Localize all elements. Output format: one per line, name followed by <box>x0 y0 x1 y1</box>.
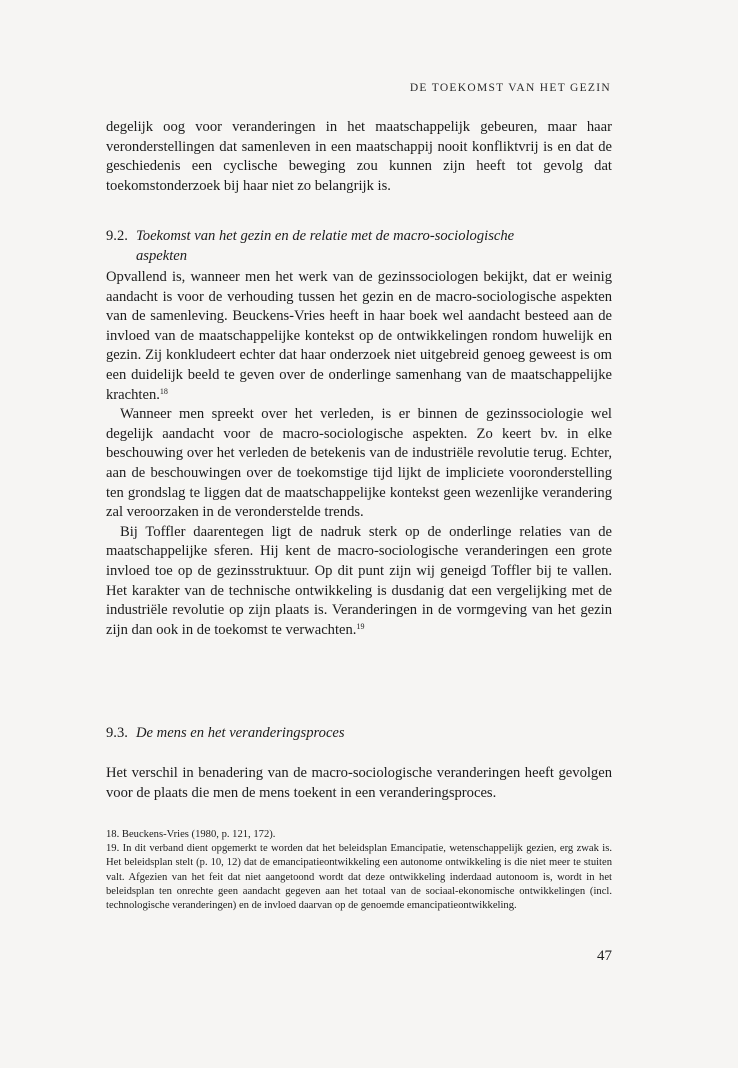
paragraph: Het verschil in benadering van de macro-sociologische veranderingen heeft gevolgen voor de plaats die men de mens toekent in een veranderingsproces. <box>106 765 612 801</box>
section-title-continued: aspekten <box>136 247 188 264</box>
section-number: 9.3. <box>106 725 128 741</box>
section-title: De mens en het veranderingsproces <box>136 725 345 741</box>
footnote-ref: 18 <box>159 386 168 396</box>
section-9-3-body <box>106 764 612 803</box>
section-heading-9-2 <box>106 227 612 266</box>
section-title: Toekomst van het gezin en de relatie met de macro-sociologische <box>136 228 515 244</box>
footnote: 18. Beuckens-Vries (1980, p. 121, 172). <box>106 829 276 840</box>
footnote-ref: 19 <box>356 621 365 631</box>
section-9-2-body <box>106 268 612 640</box>
running-header: DE TOEKOMST VAN HET GEZIN <box>409 82 611 94</box>
paragraph: Wanneer men spreekt over het verleden, is er binnen de gezinssociologie wel degelijk aandacht voor de macro-sociologische aspekten. Zo keert bv. in elke beschouwing over het verleden de betekenis van de industriële revolutie terug. Echter, aan de beschouwingen over de toekomstige tijd lijkt de impliciete vooronderstelling ten grondslag te liggen dat de maatschappelijke kontekst geen wezenlijke verandering zal veroorzaken in de veronderstelde trends. <box>106 406 612 521</box>
paragraph: degelijk oog voor veranderingen in het maatschappelijk gebeuren, maar haar veronderstellingen dat samenleven in een maatschappij nooit konfliktvrij is en dat de geschiedenis een cyclische beweging zou kunnen zijn heeft tot gevolg dat toekomstonderzoek bij haar niet zo belangrijk is. <box>106 119 612 194</box>
paragraph: Opvallend is, wanneer men het werk van de gezinssociologen bekijkt, dat er weinig aandacht is voor de verhouding tussen het gezin en de macro-sociologische aspekten van de samenleving. Beuckens-Vries heeft in haar boek wel aandacht besteed aan de invloed van de maatschappelijke kontekst op de ontwikkelingen rondom huwelijk en gezin. Zij konkludeert echter dat haar onderzoek niet uitgebreid genoeg geweest is om een duidelijk beeld te geven over de onderlinge samenhang van de maatschappelijke krachten.$^{18}$ <box>106 269 612 403</box>
section-heading-9-3 <box>106 724 612 744</box>
section-number: 9.2. <box>106 228 128 244</box>
paragraph: Bij Toffler daarentegen ligt de nadruk sterk op de onderlinge relaties van de maatschappelijke sferen. Hij kent de macro-sociologische veranderingen een grote invloed toe op de gezinsstruktuur. Op dit punt zijn wij geneigd Toffler bij te vallen. Het karakter van de technische ontwikkeling is dusdanig dat een vergelijking met de industriële revolutie op zijn plaats is. Veranderingen in de vormgeving van het gezin zijn dan ook in de toekomst te verwachten.$^{19}$ <box>106 523 612 638</box>
footnote: 19. In dit verband dient opgemerkt te worden dat het beleidsplan Emancipatie, wetenschappelijk gezien, erg zwak is. Het beleidsplan stelt (p. 10, 12) dat de emancipatieontwikkeling een autonome ontwikkeling is die niet meer te stuiten valt. Afgezien van het feit dat niet aangetoond wordt dat deze ontwikkeling inderdaad autonoom is, wordt in het beleidsplan ten onrechte geen aandacht gegeven aan het totaal van de sociaal-ekonomische ontwikkelingen (incl. technologische veranderingen) en de invloed daarvan op de genoemde emancipatieontwikkeling. <box>106 843 612 912</box>
intro-paragraph <box>106 118 612 196</box>
footnotes <box>106 828 612 913</box>
page-number: 47 <box>597 948 612 964</box>
